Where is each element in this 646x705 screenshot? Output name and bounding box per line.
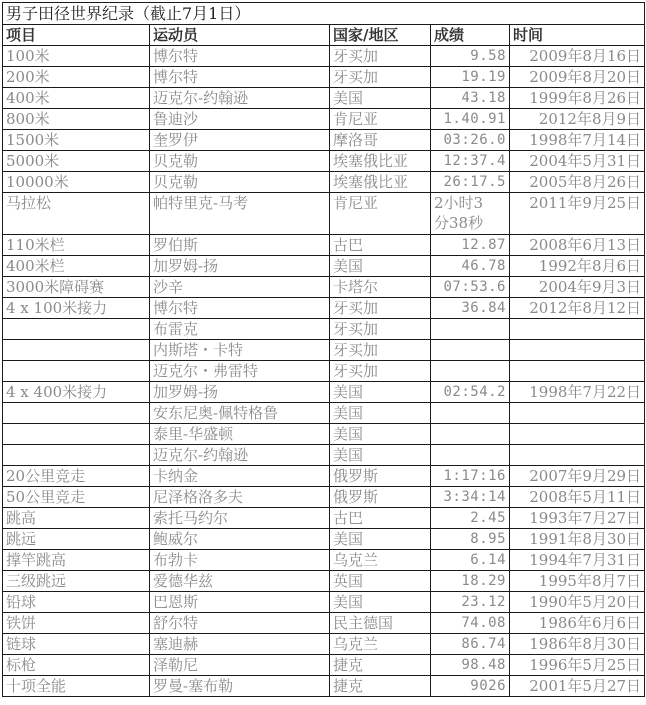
cell-athlete[interactable]: 罗曼-塞布勒	[150, 676, 330, 697]
cell-athlete[interactable]: 索托马约尔	[150, 508, 330, 529]
cell-result[interactable]: 46.78	[431, 256, 510, 277]
cell-event[interactable]: 4 x 400米接力	[3, 382, 150, 403]
cell-result[interactable]: 2.45	[431, 508, 510, 529]
cell-result[interactable]: 12:37.4	[431, 151, 510, 172]
cell-event[interactable]: 链球	[3, 634, 150, 655]
header-event[interactable]: 项目	[3, 25, 150, 46]
cell-country[interactable]: 摩洛哥	[330, 130, 431, 151]
cell-athlete[interactable]: 博尔特	[150, 67, 330, 88]
cell-date[interactable]: 2009年8月16日	[510, 46, 645, 67]
cell-result[interactable]	[431, 424, 510, 445]
cell-athlete[interactable]: 博尔特	[150, 46, 330, 67]
cell-result[interactable]	[431, 445, 510, 466]
table-row	[3, 487, 645, 508]
header-row	[3, 25, 645, 46]
cell-country[interactable]: 美国	[330, 403, 431, 424]
cell-result[interactable]: 86.74	[431, 634, 510, 655]
cell-result[interactable]	[431, 361, 510, 382]
cell-result[interactable]: 26:17.5	[431, 172, 510, 193]
cell-result[interactable]: 36.84	[431, 298, 510, 319]
cell-country[interactable]: 埃塞俄比亚	[330, 151, 431, 172]
cell-date[interactable]: 2004年5月31日	[510, 151, 645, 172]
cell-country[interactable]: 捷克	[330, 676, 431, 697]
cell-date[interactable]	[510, 319, 645, 340]
cell-athlete[interactable]: 迈克尔-约翰逊	[150, 445, 330, 466]
cell-country[interactable]: 英国	[330, 571, 431, 592]
cell-athlete[interactable]: 罗伯斯	[150, 235, 330, 256]
table-row	[3, 130, 645, 151]
table-row	[3, 151, 645, 172]
cell-country[interactable]: 美国	[330, 529, 431, 550]
table-row	[3, 634, 645, 655]
table-row	[3, 424, 645, 445]
table-row	[3, 67, 645, 88]
cell-event[interactable]: 标枪	[3, 655, 150, 676]
cell-country[interactable]: 俄罗斯	[330, 487, 431, 508]
cell-athlete[interactable]: 沙辛	[150, 277, 330, 298]
table-row	[3, 109, 645, 130]
cell-athlete[interactable]: 加罗姆-扬	[150, 382, 330, 403]
cell-event[interactable]: 马拉松	[3, 193, 150, 235]
cell-country[interactable]: 美国	[330, 382, 431, 403]
header-country[interactable]: 国家/地区	[330, 25, 431, 46]
table-row	[3, 319, 645, 340]
cell-athlete[interactable]: 布勃卡	[150, 550, 330, 571]
cell-event[interactable]	[3, 319, 150, 340]
cell-result[interactable]: 98.48	[431, 655, 510, 676]
cell-country[interactable]: 美国	[330, 256, 431, 277]
cell-date[interactable]: 2008年6月13日	[510, 235, 645, 256]
table-row	[3, 382, 645, 403]
cell-athlete[interactable]: 巴恩斯	[150, 592, 330, 613]
cell-country[interactable]: 美国	[330, 88, 431, 109]
cell-date[interactable]: 2008年5月11日	[510, 487, 645, 508]
cell-country[interactable]: 埃塞俄比亚	[330, 172, 431, 193]
table-row	[3, 361, 645, 382]
table-row	[3, 340, 645, 361]
cell-event[interactable]	[3, 424, 150, 445]
cell-country[interactable]: 牙买加	[330, 46, 431, 67]
cell-athlete[interactable]: 鲍威尔	[150, 529, 330, 550]
cell-event[interactable]: 铁饼	[3, 613, 150, 634]
cell-date[interactable]: 1995年8月7日	[510, 571, 645, 592]
cell-athlete[interactable]: 泽勒尼	[150, 655, 330, 676]
sheet-title[interactable]: 男子田径世界纪录（截止7月1日）	[3, 3, 645, 25]
cell-result[interactable]: 43.18	[431, 88, 510, 109]
cell-country[interactable]: 美国	[330, 445, 431, 466]
cell-athlete[interactable]: 博尔特	[150, 298, 330, 319]
cell-event[interactable]	[3, 403, 150, 424]
cell-result[interactable]	[431, 403, 510, 424]
cell-date[interactable]: 2011年9月25日	[510, 193, 645, 235]
cell-event[interactable]: 800米	[3, 109, 150, 130]
cell-event[interactable]	[3, 445, 150, 466]
cell-result[interactable]: 3:34:14	[431, 487, 510, 508]
cell-result[interactable]: 02:54.2	[431, 382, 510, 403]
cell-date[interactable]: 1998年7月14日	[510, 130, 645, 151]
cell-athlete[interactable]: 奎罗伊	[150, 130, 330, 151]
cell-event[interactable]: 50公里竞走	[3, 487, 150, 508]
cell-result[interactable]: 19.19	[431, 67, 510, 88]
cell-country[interactable]: 古巴	[330, 508, 431, 529]
cell-athlete[interactable]: 加罗姆-扬	[150, 256, 330, 277]
cell-event[interactable]: 跳高	[3, 508, 150, 529]
header-athlete[interactable]: 运动员	[150, 25, 330, 46]
cell-event[interactable]: 三级跳远	[3, 571, 150, 592]
title-row	[3, 3, 645, 25]
table-row	[3, 277, 645, 298]
cell-country[interactable]: 乌克兰	[330, 634, 431, 655]
records-table	[2, 2, 645, 697]
table-row	[3, 655, 645, 676]
cell-country[interactable]: 捷克	[330, 655, 431, 676]
cell-event[interactable]: 1500米	[3, 130, 150, 151]
cell-event[interactable]: 400米	[3, 88, 150, 109]
cell-event[interactable]	[3, 361, 150, 382]
cell-event[interactable]: 100米	[3, 46, 150, 67]
cell-result[interactable]	[431, 319, 510, 340]
cell-athlete[interactable]: 布雷克	[150, 319, 330, 340]
cell-country[interactable]: 美国	[330, 424, 431, 445]
cell-event[interactable]: 110米栏	[3, 235, 150, 256]
cell-result[interactable]: 03:26.0	[431, 130, 510, 151]
cell-event[interactable]	[3, 340, 150, 361]
cell-event[interactable]: 20公里竞走	[3, 466, 150, 487]
cell-country[interactable]: 牙买加	[330, 319, 431, 340]
cell-result[interactable]: 1:17:16	[431, 466, 510, 487]
cell-date[interactable]: 2004年9月3日	[510, 277, 645, 298]
cell-date[interactable]	[510, 361, 645, 382]
table-row	[3, 550, 645, 571]
cell-athlete[interactable]: 安东尼奥-佩特格鲁	[150, 403, 330, 424]
table-row	[3, 592, 645, 613]
cell-date[interactable]: 1986年8月30日	[510, 634, 645, 655]
cell-athlete[interactable]: 泰里-华盛顿	[150, 424, 330, 445]
cell-date[interactable]: 2012年8月12日	[510, 298, 645, 319]
cell-date[interactable]: 1992年8月6日	[510, 256, 645, 277]
cell-date[interactable]: 2007年9月29日	[510, 466, 645, 487]
cell-date[interactable]	[510, 445, 645, 466]
header-result[interactable]: 成绩	[431, 25, 510, 46]
cell-date[interactable]: 2012年8月9日	[510, 109, 645, 130]
cell-result[interactable]: 23.12	[431, 592, 510, 613]
cell-date[interactable]: 2005年8月26日	[510, 172, 645, 193]
cell-result[interactable]: 74.08	[431, 613, 510, 634]
table-row	[3, 676, 645, 697]
cell-result[interactable]: 1.40.91	[431, 109, 510, 130]
cell-date[interactable]	[510, 403, 645, 424]
cell-date[interactable]	[510, 424, 645, 445]
cell-athlete[interactable]: 舒尔特	[150, 613, 330, 634]
table-row	[3, 613, 645, 634]
cell-date[interactable]: 1993年7月27日	[510, 508, 645, 529]
cell-athlete[interactable]: 卡纳金	[150, 466, 330, 487]
cell-event[interactable]: 十项全能	[3, 676, 150, 697]
cell-event[interactable]: 撑竿跳高	[3, 550, 150, 571]
cell-event[interactable]: 5000米	[3, 151, 150, 172]
cell-event[interactable]: 3000米障碍赛	[3, 277, 150, 298]
table-row	[3, 571, 645, 592]
cell-result[interactable]: 9.58	[431, 46, 510, 67]
cell-date[interactable]: 1990年5月20日	[510, 592, 645, 613]
cell-event[interactable]: 200米	[3, 67, 150, 88]
table-row	[3, 172, 645, 193]
cell-result[interactable]	[431, 340, 510, 361]
cell-result[interactable]: 07:53.6	[431, 277, 510, 298]
cell-athlete[interactable]: 内斯塔・卡特	[150, 340, 330, 361]
table-row	[3, 466, 645, 487]
table-row	[3, 508, 645, 529]
cell-event[interactable]: 10000米	[3, 172, 150, 193]
cell-athlete[interactable]: 迈克尔・弗雷特	[150, 361, 330, 382]
table-row	[3, 445, 645, 466]
cell-athlete[interactable]: 鲁迪沙	[150, 109, 330, 130]
table-row	[3, 88, 645, 109]
cell-date[interactable]: 1998年7月22日	[510, 382, 645, 403]
cell-date[interactable]: 2001年5月27日	[510, 676, 645, 697]
cell-date[interactable]: 1991年8月30日	[510, 529, 645, 550]
table-row	[3, 193, 645, 235]
cell-athlete[interactable]: 爱德华兹	[150, 571, 330, 592]
cell-date[interactable]: 2009年8月20日	[510, 67, 645, 88]
cell-date[interactable]: 1986年6月6日	[510, 613, 645, 634]
cell-result[interactable]: 9026	[431, 676, 510, 697]
cell-event[interactable]: 跳远	[3, 529, 150, 550]
cell-date[interactable]: 1996年5月25日	[510, 655, 645, 676]
table-row	[3, 46, 645, 67]
cell-result[interactable]: 6.14	[431, 550, 510, 571]
cell-country[interactable]: 美国	[330, 592, 431, 613]
table-row	[3, 256, 645, 277]
cell-country[interactable]: 俄罗斯	[330, 466, 431, 487]
cell-date[interactable]: 1999年8月26日	[510, 88, 645, 109]
cell-country[interactable]: 牙买加	[330, 340, 431, 361]
cell-country[interactable]: 乌克兰	[330, 550, 431, 571]
cell-athlete[interactable]: 尼泽格洛多夫	[150, 487, 330, 508]
cell-country[interactable]: 牙买加	[330, 67, 431, 88]
records-sheet	[2, 2, 644, 697]
cell-country[interactable]: 卡塔尔	[330, 277, 431, 298]
cell-event[interactable]: 400米栏	[3, 256, 150, 277]
cell-date[interactable]: 1994年7月31日	[510, 550, 645, 571]
cell-country[interactable]: 民主德国	[330, 613, 431, 634]
table-row	[3, 529, 645, 550]
cell-event[interactable]: 4 x 100米接力	[3, 298, 150, 319]
cell-event[interactable]: 铅球	[3, 592, 150, 613]
cell-country[interactable]: 肯尼亚	[330, 109, 431, 130]
cell-country[interactable]: 牙买加	[330, 361, 431, 382]
cell-result[interactable]: 18.29	[431, 571, 510, 592]
cell-result[interactable]: 8.95	[431, 529, 510, 550]
table-row	[3, 403, 645, 424]
table-row	[3, 298, 645, 319]
cell-country[interactable]: 古巴	[330, 235, 431, 256]
cell-country[interactable]: 肯尼亚	[330, 193, 431, 235]
cell-athlete[interactable]: 迈克尔-约翰逊	[150, 88, 330, 109]
cell-athlete[interactable]: 贝克勒	[150, 151, 330, 172]
cell-athlete[interactable]: 帕特里克-马考	[150, 193, 330, 235]
cell-result[interactable]: 12.87	[431, 235, 510, 256]
cell-athlete[interactable]: 塞迪赫	[150, 634, 330, 655]
table-row	[3, 235, 645, 256]
cell-athlete[interactable]: 贝克勒	[150, 172, 330, 193]
header-date[interactable]: 时间	[510, 25, 645, 46]
cell-date[interactable]	[510, 340, 645, 361]
cell-country[interactable]: 牙买加	[330, 298, 431, 319]
cell-result[interactable]: 2小时3 分38秒	[431, 193, 510, 235]
